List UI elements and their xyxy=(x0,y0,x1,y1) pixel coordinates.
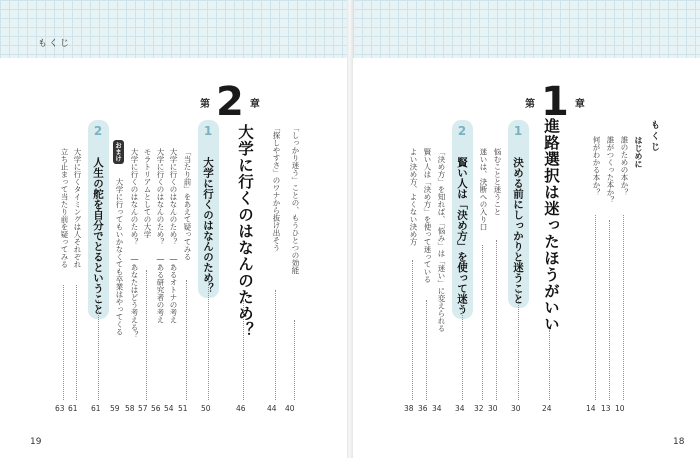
chapter-label-dai: 第 xyxy=(525,98,535,110)
section-number: 1 xyxy=(511,124,525,138)
page-ref: 30 xyxy=(511,404,521,413)
toc-item: 誰のための本か？ xyxy=(620,136,629,196)
page-ref: 34 xyxy=(455,404,465,413)
section-number: 1 xyxy=(201,124,215,138)
leader-dots xyxy=(243,300,244,400)
section-1-heading xyxy=(198,120,219,298)
page-ref: 36 xyxy=(418,404,428,413)
section-1-heading xyxy=(508,120,529,308)
leader-dots xyxy=(623,215,624,400)
toc-item: 大学に行くタイミングは人それぞれ xyxy=(73,148,82,268)
toc-item: 何がわかる本か？ xyxy=(592,136,601,196)
page-ref: 57 xyxy=(138,404,148,413)
section-title: 人生の舵を自分でとるということ xyxy=(92,157,104,315)
leader-dots xyxy=(98,300,99,400)
leader-dots xyxy=(496,240,497,400)
chapter-label-dai: 第 xyxy=(200,98,210,110)
header-band xyxy=(353,0,700,58)
leader-dots xyxy=(294,320,295,400)
leader-dots xyxy=(208,285,209,400)
page-ref: 58 xyxy=(125,404,135,413)
section-title: 賢い人は「決め方」を使って迷う xyxy=(456,157,468,315)
intro-item-1: 「しっかり迷う」ことの、もうひとつの効能 xyxy=(291,124,300,274)
section-2-heading xyxy=(88,120,109,319)
page-ref: 51 xyxy=(178,404,188,413)
page-number: 19 xyxy=(30,437,42,447)
page-ref: 61 xyxy=(91,404,101,413)
toc-item: 迷いは、決断への入り口 xyxy=(479,148,488,231)
toc-item: よい決め方、よくない決め方 xyxy=(409,148,418,246)
page-ref: 61 xyxy=(68,404,78,413)
toc-item: 賢い人は「決め方」を使って迷っている xyxy=(423,148,432,283)
leader-dots xyxy=(412,260,413,400)
toc-item: 大学に行くのはなんのため？ ―あなたはどう考える？ xyxy=(130,148,139,339)
left-page xyxy=(0,0,347,458)
page-ref: 50 xyxy=(201,404,211,413)
leader-dots xyxy=(549,330,550,400)
leader-dots xyxy=(595,215,596,400)
section-number: 2 xyxy=(91,124,105,138)
leader-dots xyxy=(426,300,427,400)
chapter-heading xyxy=(200,79,260,125)
page-ref: 10 xyxy=(615,404,625,413)
toc-title: もくじ xyxy=(649,120,659,153)
chapter-number: 1 xyxy=(541,79,569,125)
page-ref: 32 xyxy=(474,404,484,413)
chapter-title: 大学に行くのはなんのため？ xyxy=(236,124,254,339)
hajimeni-title: はじめに xyxy=(634,136,643,168)
chapter-number: 2 xyxy=(216,79,244,125)
chapter-label-sho: 章 xyxy=(249,98,260,110)
page-ref: 14 xyxy=(586,404,596,413)
leader-dots xyxy=(609,220,610,400)
leader-dots xyxy=(76,285,77,400)
intro-item-2: 「探しやすさ」のワナから抜け出そう xyxy=(272,124,281,252)
page-ref: 34 xyxy=(432,404,442,413)
section-2-heading xyxy=(452,120,473,319)
leader-dots xyxy=(63,285,64,400)
chapter-title: 進路選択は迷ったほうがいい xyxy=(542,118,560,333)
page-ref: 56 xyxy=(151,404,161,413)
leader-dots xyxy=(462,300,463,400)
omake-badge: おまけ xyxy=(114,142,122,162)
leader-dots xyxy=(482,245,483,400)
header-band xyxy=(0,0,347,58)
section-title: 大学に行くのはなんのため？ xyxy=(202,157,214,294)
right-page xyxy=(353,0,700,458)
leader-dots xyxy=(146,270,147,400)
page-number: 18 xyxy=(673,437,685,447)
leader-dots xyxy=(186,280,187,400)
toc-item: 「当たり前」をあえて疑ってみる xyxy=(183,148,192,261)
toc-item: 誰がつくった本か？ xyxy=(606,136,615,204)
page-ref: 54 xyxy=(164,404,174,413)
section-title: 決める前にしっかりと迷うこと xyxy=(512,157,524,304)
header-label: もくじ xyxy=(38,39,72,49)
chapter-label-sho: 章 xyxy=(574,98,585,110)
page-ref: 59 xyxy=(110,404,120,413)
leader-dots xyxy=(275,290,276,400)
page-ref: 24 xyxy=(542,404,552,413)
leader-dots xyxy=(518,290,519,400)
toc-item: 悩むことと迷うこと xyxy=(493,148,502,216)
toc-item: 大学に行くのはなんのため？ ―あるオトナの考え xyxy=(169,148,178,324)
toc-item: 大学に行くのはなんのため？ ―ある研究者の考え xyxy=(156,148,165,324)
page-ref: 38 xyxy=(404,404,414,413)
page-ref: 46 xyxy=(236,404,246,413)
toc-item: 立ち止まって当たり前を疑ってみる xyxy=(60,148,69,268)
page-ref: 44 xyxy=(267,404,277,413)
section-number: 2 xyxy=(455,124,469,138)
toc-item: 大学に行ってもいかなくても卒業はやってくる xyxy=(115,178,124,336)
page-ref: 63 xyxy=(55,404,65,413)
toc-item: モラトリアムとしての大学 xyxy=(143,148,152,238)
page-ref: 40 xyxy=(285,404,295,413)
chapter-heading xyxy=(525,79,585,125)
toc-item: 「決め方」を知れば、「悩み」は「迷い」に変えられる xyxy=(437,148,446,332)
page-ref: 13 xyxy=(601,404,611,413)
page-ref: 30 xyxy=(488,404,498,413)
